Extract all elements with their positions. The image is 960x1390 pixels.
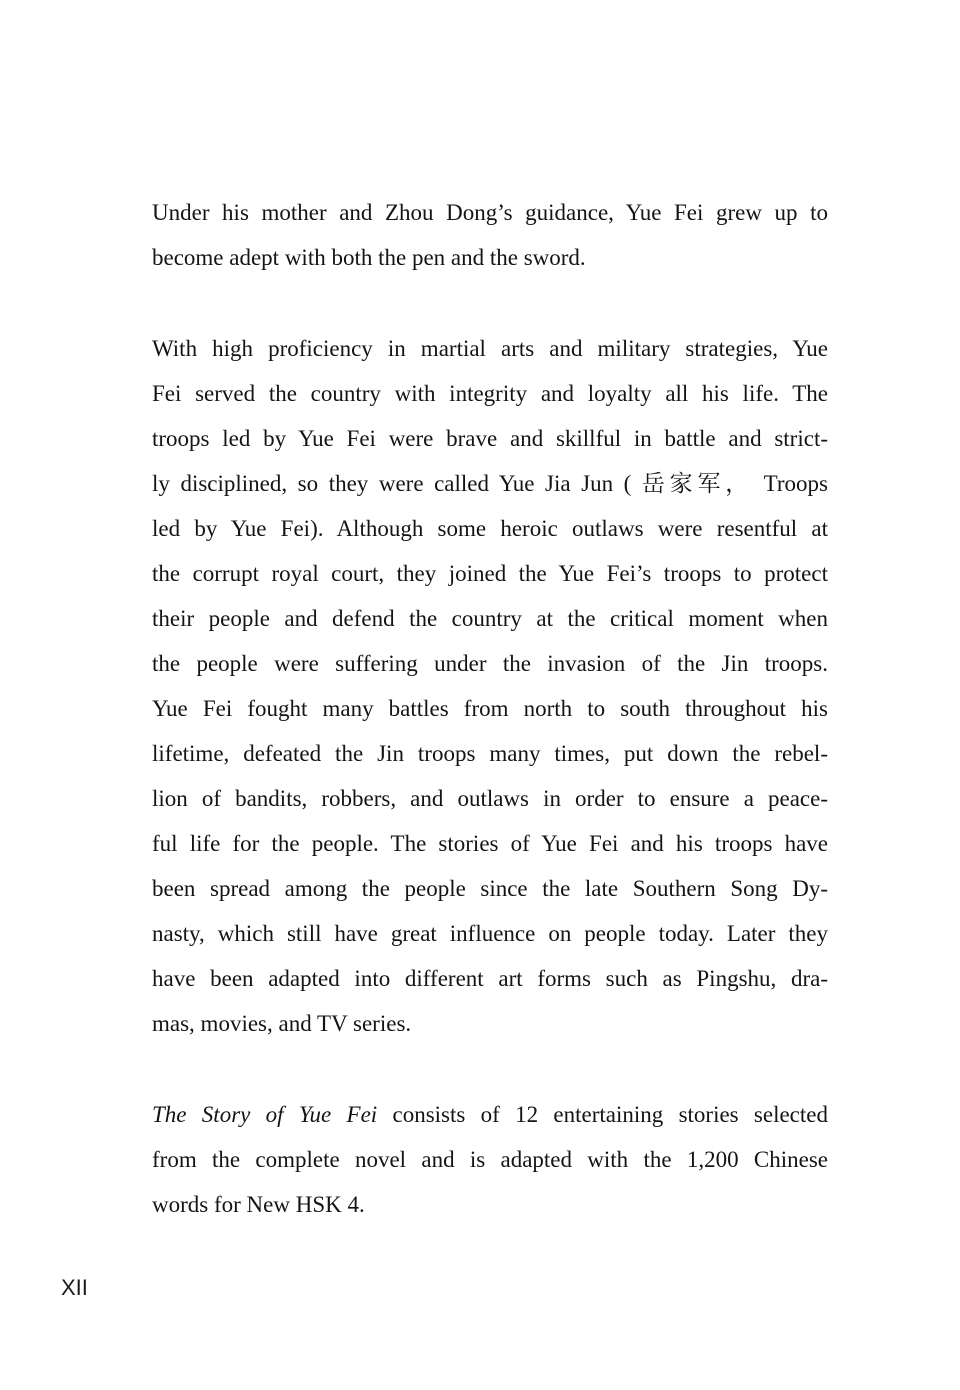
text-line: lion of bandits, robbers, and outlaws in order to ensure a peace- — [152, 786, 828, 811]
text-line: their people and defend the country at the critical moment when — [152, 606, 828, 631]
text-line-with-chinese: ly disciplined, so they were called Yue Jia Jun ( 岳家军， Troops — [152, 471, 828, 496]
text-line: from the complete novel and is adapted with the 1,200 Chinese — [152, 1147, 828, 1172]
text-line: Yue Fei fought many battles from north to south throughout his — [152, 696, 828, 721]
text-line: have been adapted into different art forms such as Pingshu, dra- — [152, 966, 828, 991]
text-line: been spread among the people since the late Southern Song Dy- — [152, 876, 828, 901]
text-line: mas, movies, and TV series. — [152, 1011, 412, 1036]
text-line: become adept with both the pen and the sword. — [152, 245, 586, 270]
text-line: the corrupt royal court, they joined the Yue Fei’s troops to protect — [152, 561, 828, 586]
paragraph-yuefei-history — [152, 326, 828, 1046]
text-line: led by Yue Fei). Although some heroic outlaws were resentful at — [152, 516, 828, 541]
text-line: Under his mother and Zhou Dong’s guidance, Yue Fei grew up to — [152, 200, 828, 225]
paragraph-intro — [152, 190, 828, 280]
page-text-block — [152, 190, 828, 1227]
text-line: the people were suffering under the invasion of the Jin troops. — [152, 651, 828, 676]
text-line: words for New HSK 4. — [152, 1192, 365, 1217]
text-line: troops led by Yue Fei were brave and skillful in battle and strict- — [152, 426, 828, 451]
paragraph-book-description — [152, 1092, 828, 1227]
text-line — [152, 1092, 828, 1137]
text-line: With high proficiency in martial arts and military strategies, Yue — [152, 336, 828, 361]
book-title-italic: The Story of Yue Fei — [152, 1102, 378, 1127]
text-line: ful life for the people. The stories of Yue Fei and his troops have — [152, 831, 828, 856]
text-line: Fei served the country with integrity and loyalty all his life. The — [152, 381, 828, 406]
page-number: XII — [61, 1275, 88, 1300]
text-line: nasty, which still have great influence on people today. Later they — [152, 921, 828, 946]
text-line-remainder: consists of 12 entertaining stories selected — [377, 1102, 828, 1127]
text-line: lifetime, defeated the Jin troops many times, put down the rebel- — [152, 741, 828, 766]
